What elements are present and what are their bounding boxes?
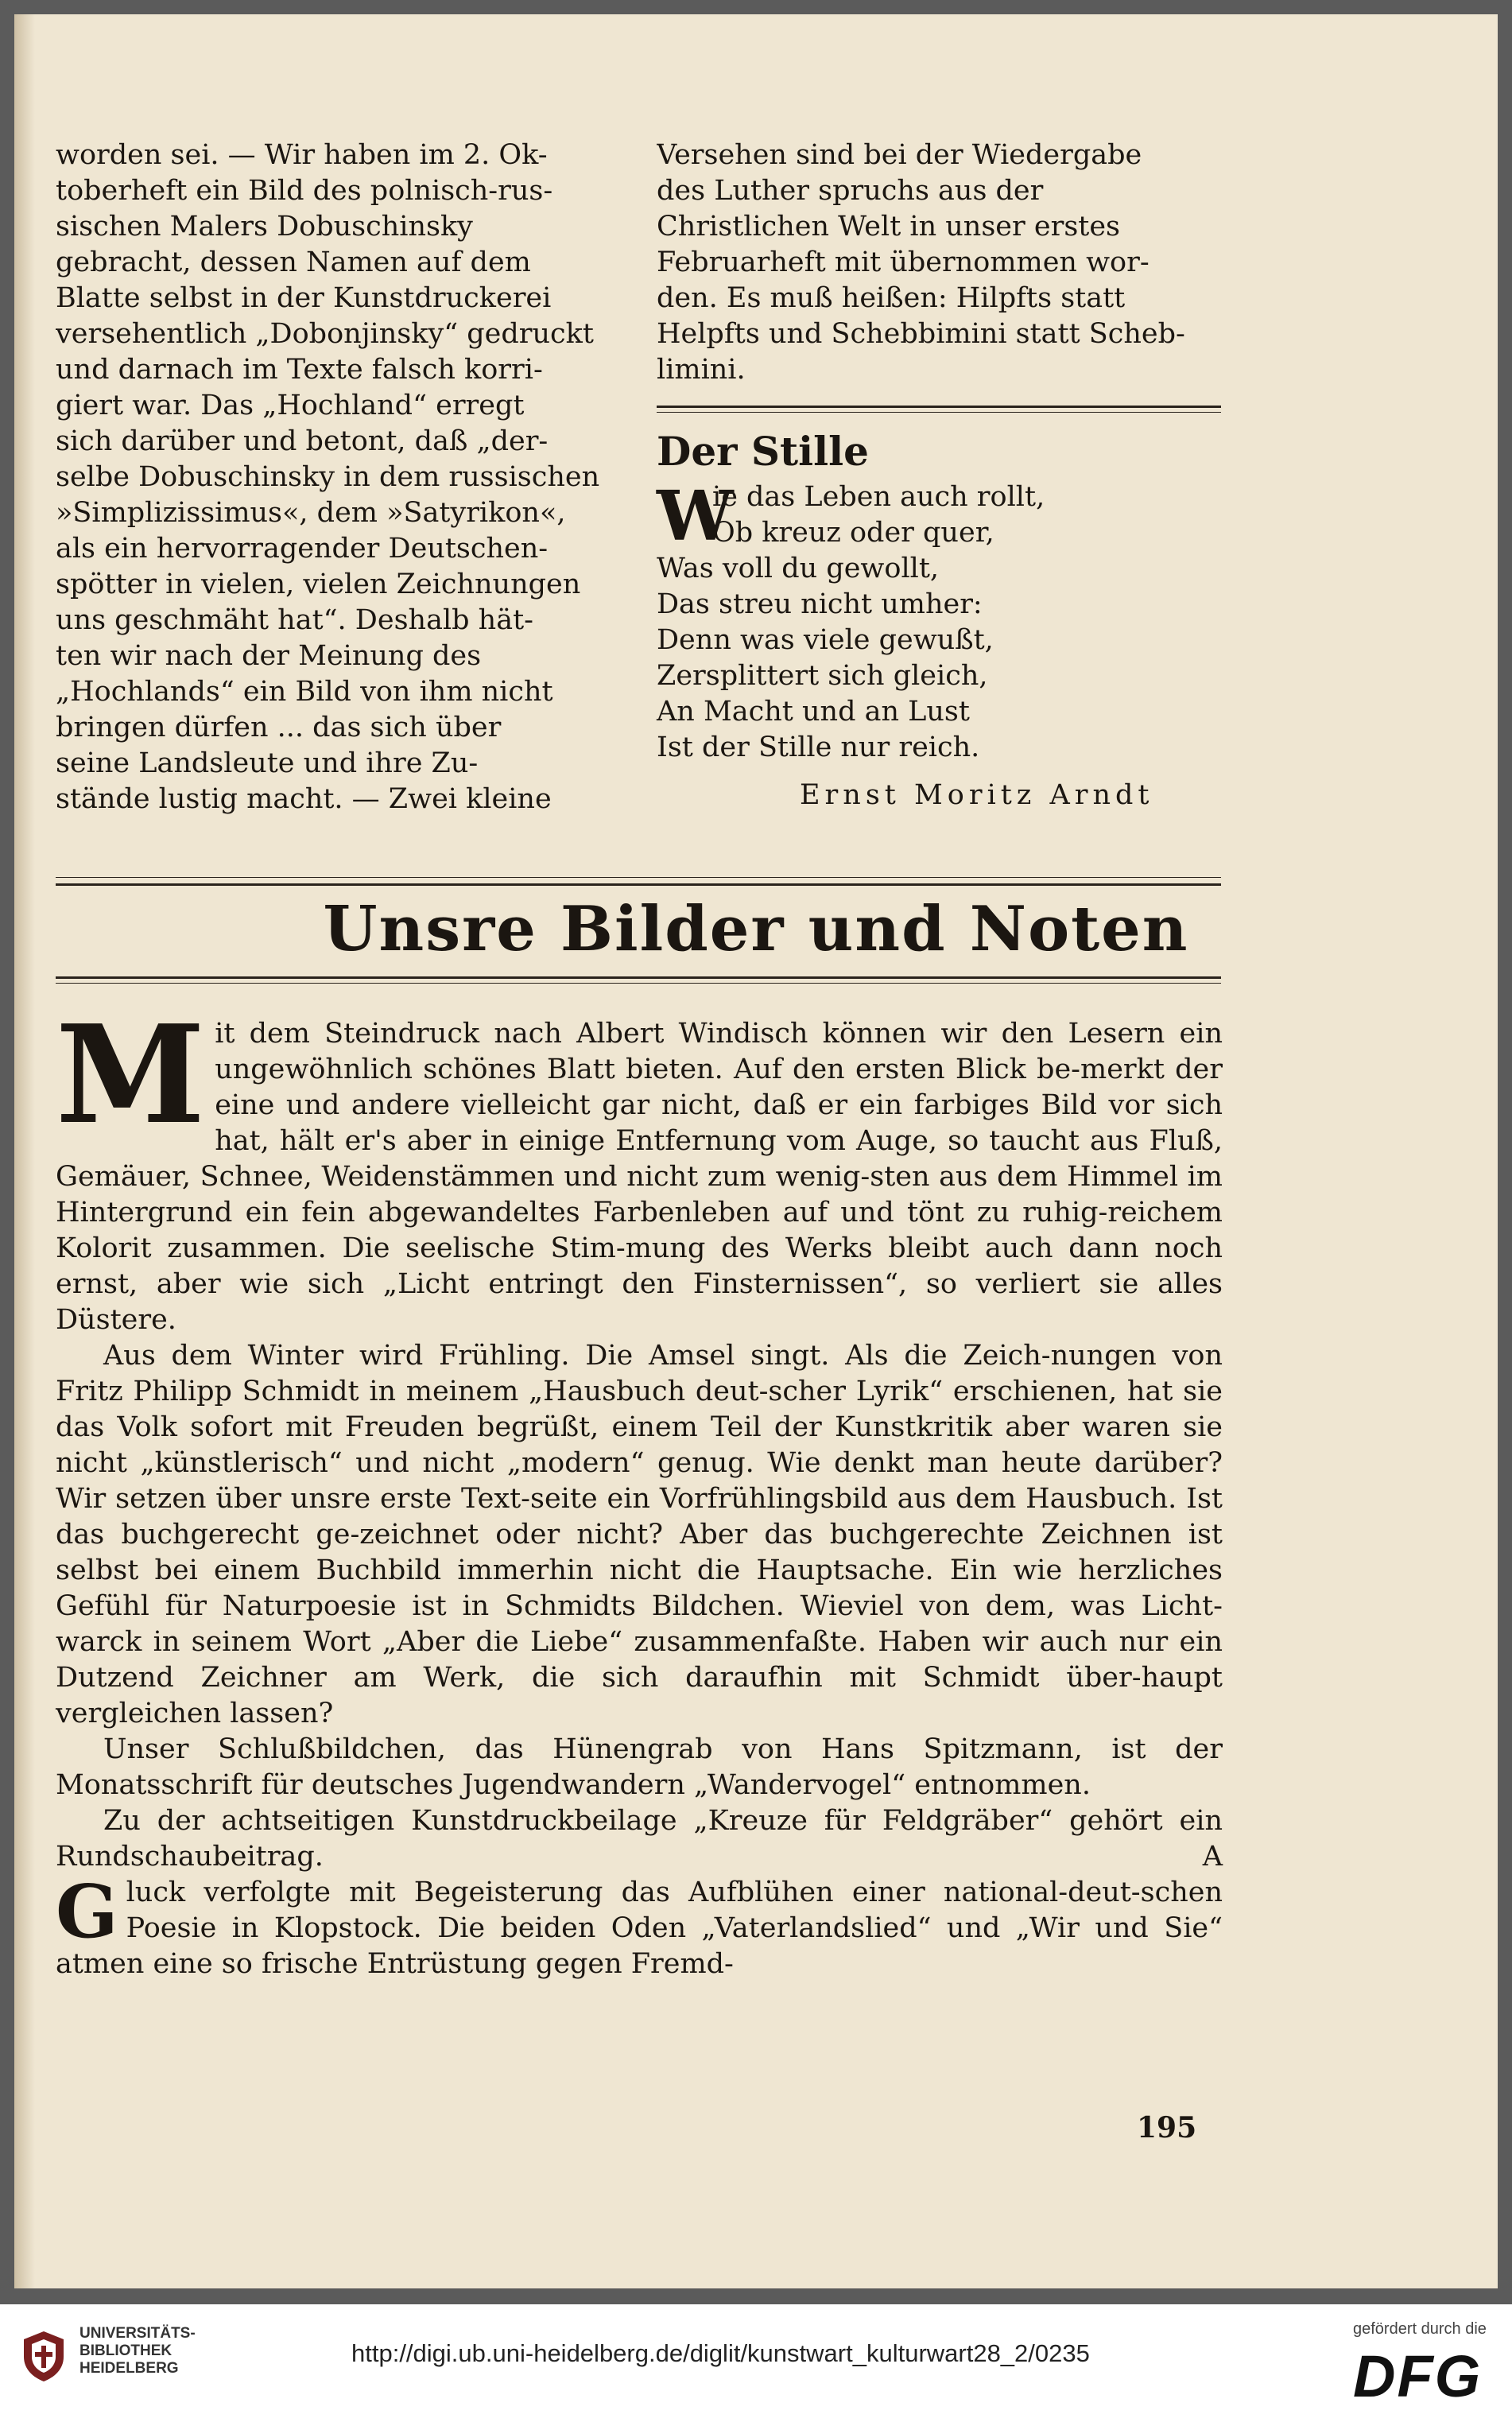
dropcap: G [56, 1869, 118, 1954]
paragraph-text: luck verfolgte mit Begeisterung das Aufblühen einer national-deut-schen Poesie in Klopstock. Die beiden Oden „Vaterlandslied“ und „Wir und Sie“ atmen eine so frische Entrüstung gegen Fremd- [56, 1877, 1223, 1980]
section-title: Unsre Bilder und Noten [323, 893, 1189, 965]
text-line: ten wir nach der Meinung des [56, 640, 482, 672]
paragraph-text: it dem Steindruck nach Albert Windisch können wir den Lesern ein ungewöhnlich schönes Blatt bieten. Auf den ersten Blick be-merkt der eine und andere vielleicht gar nicht, daß er ein farbiges Bild vor sich hat, hält er's aber in einige Entfernung vom Auge, so taucht aus Fluß, Gemäuer, Schnee, Weidenstämmen und nicht zum wenig-sten aus dem Himmel im Hintergrund ein fein abgewandeltes Farbenleben auf und tönt zu ruhig-reichem Kolorit zusammen. Die seelische Stim-mung des Werks bleibt auch dann noch ernst, aber wie sich „Licht entringt den Finsternissen“, so verliert sie alles Düstere. [56, 1018, 1223, 1336]
section-rule-top-2 [56, 883, 1221, 886]
text-line: giert war. Das „Hochland“ erregt [56, 390, 525, 421]
section-rule-bottom-2 [56, 983, 1221, 984]
text-line: Blatte selbst in der Kunstdruckerei [56, 282, 552, 314]
page-number: 195 [1137, 2111, 1197, 2144]
dfg-logo: DFG [1353, 2343, 1483, 2409]
left-column [56, 138, 628, 817]
scanned-page [14, 14, 1498, 2288]
text-line: uns geschmäht hat“. Deshalb hät- [56, 604, 533, 636]
poem-line: An Macht und an Lust [657, 696, 970, 728]
paragraph: Unser Schlußbildchen, das Hünengrab von Hans Spitzmann, ist der Monatsschrift für deutsches Jugendwandern „Wandervogel“ entnommen. [56, 1733, 1223, 1801]
text-line: spötter in vielen, vielen Zeichnungen [56, 569, 581, 600]
university-name [79, 2325, 196, 2377]
text-line: worden sei. — Wir haben im 2. Ok- [56, 139, 548, 171]
text-line: bringen dürfen ... das sich über [56, 712, 502, 743]
poem-line: Denn was viele gewußt, [657, 624, 994, 656]
paragraph [56, 1869, 1223, 1982]
text-line: limini. [657, 354, 746, 386]
text-line: sischen Malers Dobuschinsky [56, 211, 473, 243]
poem [657, 476, 1229, 811]
university-seal-icon [19, 2328, 68, 2384]
university-name-line: UNIVERSITÄTS- [79, 2325, 196, 2342]
text-line: des Luther spruchs aus der [657, 175, 1044, 207]
text-line: Helpfts und Schebbimini statt Scheb- [657, 318, 1185, 350]
funded-by-label: gefördert durch die [1353, 2320, 1487, 2338]
poem-line: Das streu nicht umher: [657, 588, 983, 620]
poem-rule-bottom [657, 412, 1221, 413]
section-rule-bottom-1 [56, 976, 1221, 979]
text-line: sich darüber und betont, daß „der- [56, 425, 549, 457]
section-rule-top-1 [56, 877, 1221, 878]
text-line: stände lustig macht. — Zwei kleine [56, 783, 552, 815]
signature: A [1202, 1841, 1223, 1873]
paragraph-text: Zu der achtseitigen Kunstdruckbeilage „Kreuze für Feldgräber“ gehört ein Rundschaubeitrag. [56, 1805, 1223, 1873]
university-name-line: BIBLIOTHEK [79, 2342, 173, 2359]
text-line: »Simplizissimus«, dem »Satyrikon«, [56, 497, 566, 529]
footer-bar [0, 2304, 1512, 2422]
poem-line: Zersplittert sich gleich, [657, 660, 988, 692]
text-line: Christlichen Welt in unser erstes [657, 211, 1121, 243]
text-line: gebracht, dessen Namen auf dem [56, 246, 531, 278]
poem-line: ie das Leben auch rollt, [712, 481, 1045, 513]
poem-rule-top [657, 406, 1221, 408]
text-line: „Hochlands“ ein Bild von ihm nicht [56, 676, 553, 708]
paragraph [56, 1803, 1223, 1875]
text-line: versehentlich „Dobonjinsky“ gedruckt [56, 318, 594, 350]
dropcap: M [56, 996, 206, 1155]
poem-author: Ernst Moritz Arndt [800, 779, 1154, 811]
poem-dropcap: W [657, 476, 734, 557]
poem-title: Der Stille [657, 428, 869, 475]
right-column [657, 138, 1221, 388]
text-line: als ein hervorragender Deutschen- [56, 533, 549, 565]
text-line: Februarheft mit übernommen wor- [657, 246, 1150, 278]
source-url-link[interactable]: http://digi.ub.uni-heidelberg.de/diglit/kunstwart_kulturwart28_2/0235 [351, 2339, 1090, 2367]
text-line: und darnach im Texte falsch korri- [56, 354, 543, 386]
poem-line: Was voll du gewollt, [657, 553, 940, 584]
text-line: selbe Dobuschinsky in dem russischen [56, 461, 600, 493]
text-line: den. Es muß heißen: Hilpfts statt [657, 282, 1126, 314]
text-line: toberheft ein Bild des polnisch-rus- [56, 175, 553, 207]
text-line: Versehen sind bei der Wiedergabe [657, 139, 1142, 171]
text-line: seine Landsleute und ihre Zu- [56, 747, 479, 779]
poem-line: Ob kreuz oder quer, [712, 517, 994, 549]
university-name-line: HEIDELBERG [79, 2360, 179, 2377]
poem-line: Ist der Stille nur reich. [657, 732, 980, 763]
page-edge-shadow [14, 14, 35, 2288]
paragraph [56, 996, 1223, 1338]
paragraph: Aus dem Winter wird Frühling. Die Amsel singt. Als die Zeich-nungen von Fritz Philipp Schmidt in meinem „Hausbuch deut-scher Lyrik“ erschienen, hat sie das Volk sofort mit Freuden begrüßt, einem Teil der Kunstkritik aber waren sie nicht „künstlerisch“ und nicht „modern“ genug. Wie denkt man heute darüber? Wir setzen über unsre erste Text-seite ein Vorfrühlingsbild aus dem Hausbuch. Ist das buchgerecht ge-zeichnet oder nicht? Aber das buchgerechte Zeichnen ist selbst bei einem Buchbild immerhin nicht die Hauptsache. Ein wie herzliches Gefühl für Naturpoesie ist in Schmidts Bildchen. Wieviel von dem, was Licht-warck in seinem Wort „Aber die Liebe“ zusammenfaßte. Haben wir auch nur ein Dutzend Zeichner am Werk, die sich daraufhin mit Schmidt über-haupt vergleichen lassen? [56, 1340, 1223, 1729]
section-body [56, 996, 1223, 1982]
